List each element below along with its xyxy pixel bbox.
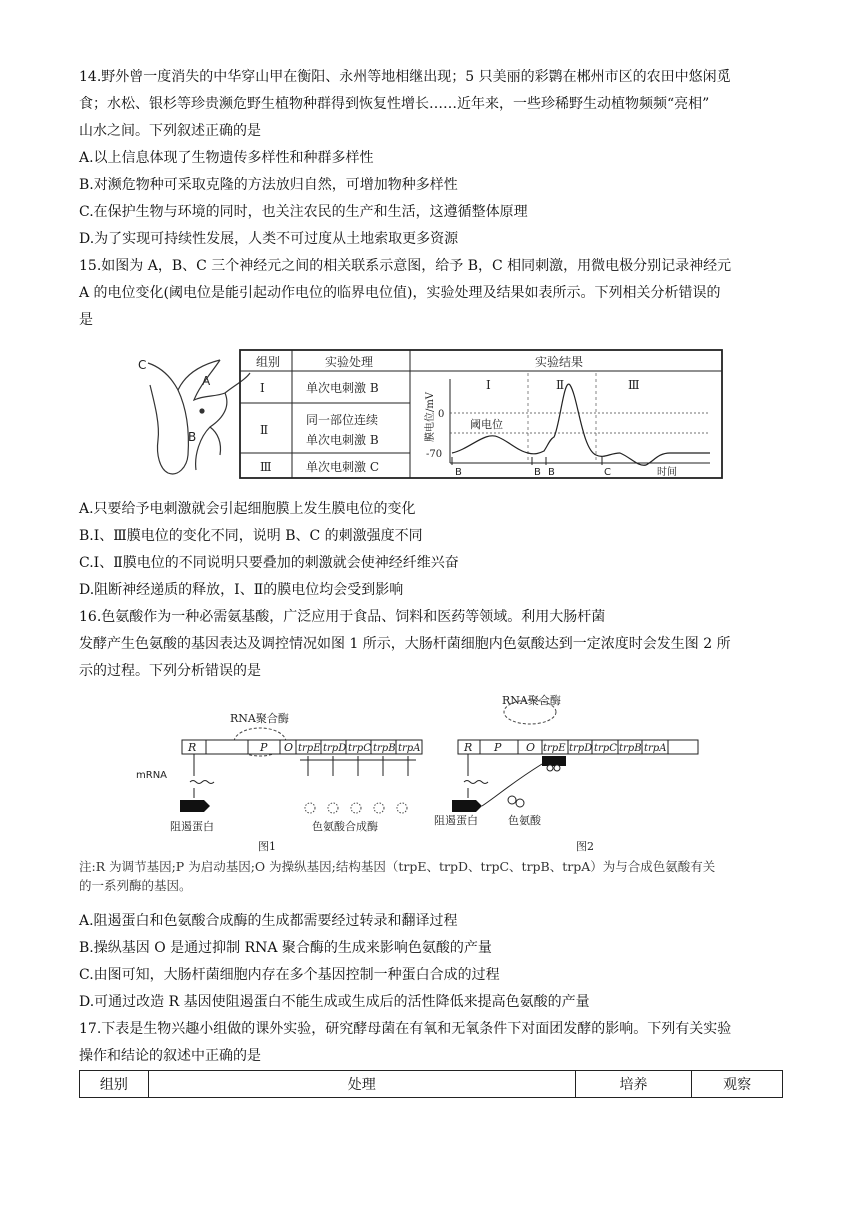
- question-17: [79, 1016, 783, 1070]
- q15-stem-line: A 的电位变化(阈电位是能引起动作电位的临界电位值)，实验处理及结果如表所示。下列相关分析错误的: [79, 285, 721, 301]
- stim-arrows: [452, 457, 602, 465]
- fig1-gene-trpd: trpD: [323, 743, 347, 754]
- q15-row-treatment: 单次电刺激 C: [306, 460, 379, 474]
- question-15-options: [79, 496, 783, 604]
- q15-option-d: D.阻断神经递质的释放，I、Ⅱ的膜电位均会受到影响: [79, 582, 404, 598]
- fig2-gene-o: O: [526, 741, 536, 754]
- fig2-operon: [452, 700, 698, 812]
- q14-stem-line: 食；水松、银杉等珍贵濒危野生植物种群得到恢复性增长……近年来，一些珍稀野生动植物频频“亮相”: [79, 96, 710, 112]
- q15-header-treatment: 实验处理: [325, 355, 374, 369]
- q16-note-line: 注:R 为调节基因;P 为启动基因;O 为操纵基因;结构基因（trpE、trpD、trpC、trpB、trpA）为与合成色氨酸有关: [79, 859, 716, 874]
- graph-tick-0: 0: [438, 409, 445, 420]
- neuron-diagram: [148, 360, 250, 474]
- graph-phase-2: Ⅱ: [556, 378, 565, 392]
- q15-option-b: B.I、Ⅲ膜电位的变化不同，说明 B、C 的刺激强度不同: [79, 528, 423, 544]
- q16-option-b: B.操纵基因 O 是通过抑制 RNA 聚合酶的生成来影响色氨酸的产量: [79, 940, 492, 956]
- q14-stem-line: 山水之间。下列叙述正确的是: [79, 123, 261, 139]
- q14-stem-line: 14.野外曾一度消失的中华穿山甲在衡阳、永州等地相继出现；5 只美丽的彩鹮在郴州市区的农田中悠闲觅: [79, 69, 731, 85]
- q14-option-a: A.以上信息体现了生物遗传多样性和种群多样性: [79, 150, 374, 166]
- fig2-gene-trpc: trpC: [594, 743, 617, 754]
- q14-option-c: C.在保护生物与环境的同时，也关注农民的生产和生活，这遵循整体原理: [79, 204, 528, 220]
- q17-header-group: 组别: [80, 1071, 149, 1098]
- fig1-gene-o: O: [284, 741, 294, 754]
- q17-header-culture: 培养: [575, 1071, 692, 1098]
- graph-ylabel: 膜电位/mV: [425, 391, 436, 443]
- question-16: [79, 604, 783, 685]
- fig2-trp-label: 色氨酸: [508, 814, 541, 827]
- q17-stem-line: 操作和结论的叙述中正确的是: [79, 1048, 261, 1064]
- q16-figure-note: [79, 857, 783, 895]
- question-15: [79, 253, 783, 334]
- q15-header-group: 组别: [256, 355, 281, 369]
- graph-phase-3: Ⅲ: [628, 378, 640, 392]
- fig1-gene-trpc: trpC: [348, 743, 371, 754]
- graph-stim-b: B: [455, 467, 462, 478]
- graph-tick-minus70: -70: [426, 449, 443, 460]
- fig1-repressor-label: 阻遏蛋白: [170, 820, 214, 833]
- q17-table: [79, 1070, 783, 1098]
- fig1-gene-r: R: [188, 741, 197, 754]
- fig2-gene-trpb: trpB: [619, 743, 642, 754]
- fig2-repressor-label: 阻遏蛋白: [434, 814, 478, 827]
- neuron-label-c: C: [138, 358, 147, 372]
- q15-row-group: Ⅱ: [260, 423, 269, 437]
- neuron-label-b: B: [188, 430, 197, 444]
- fig2-rna-polymerase: RNA聚合酶: [502, 694, 561, 707]
- q17-header-observe: 观察: [692, 1071, 783, 1098]
- q17-stem-line: 17.下表是生物兴趣小组做的课外实验，研究酵母菌在有氧和无氧条件下对面团发酵的影响。下列有关实验: [79, 1021, 732, 1037]
- fig1-synthase-label: 色氨酸合成酶: [312, 820, 378, 833]
- q16-option-c: C.由图可知，大肠杆菌细胞内存在多个基因控制一种蛋白合成的过程: [79, 967, 500, 983]
- fig1-gene-trpa: trpA: [398, 743, 421, 754]
- q14-option-d: D.为了实现可持续性发展，人类不可过度从土地索取更多资源: [79, 231, 459, 247]
- fig1-mrna-label: mRNA: [136, 770, 168, 781]
- q15-row-treatment: 单次电刺激 B: [306, 433, 379, 447]
- fig1-operon: [180, 728, 422, 813]
- q16-figure: [130, 690, 730, 860]
- fig2-gene-trpd: trpD: [569, 743, 593, 754]
- q15-row-group: Ⅲ: [260, 460, 272, 474]
- q16-stem-line: 发酵产生色氨酸的基因表达及调控情况如图 1 所示，大肠杆菌细胞内色氨酸达到一定浓度时会发生图 2 所: [79, 636, 731, 652]
- fig2-gene-trpa: trpA: [644, 743, 667, 754]
- fig1-gene-trpe: trpE: [298, 743, 321, 754]
- q17-header-treatment: 处理: [148, 1071, 575, 1098]
- fig1-caption: 图1: [258, 840, 276, 853]
- q16-option-a: A.阻遏蛋白和色氨酸合成酶的生成都需要经过转录和翻译过程: [79, 913, 458, 929]
- graph-threshold-label: 阈电位: [470, 418, 503, 431]
- graph-phase-1: Ⅰ: [486, 378, 491, 392]
- q15-row-treatment: 同一部位连续: [306, 413, 379, 427]
- fig2-caption: 图2: [576, 840, 594, 853]
- fig2-gene-r: R: [464, 741, 473, 754]
- q15-option-c: C.I、Ⅱ膜电位的不同说明只要叠加的刺激就会使神经纤维兴奋: [79, 555, 459, 571]
- q15-row-treatment: 单次电刺激 B: [306, 381, 379, 395]
- table-row: [80, 1071, 783, 1098]
- fig1-gene-p: P: [260, 741, 268, 754]
- q15-row-group: Ⅰ: [260, 381, 265, 395]
- q15-figure: [130, 345, 730, 483]
- q15-stem-line: 15.如图为 A，B、C 三个神经元之间的相关联系示意图，给予 B，C 相同刺激，用微电极分别记录神经元: [79, 258, 732, 274]
- q15-stem-line: 是: [79, 312, 93, 328]
- fig1-rna-polymerase: RNA聚合酶: [230, 712, 289, 725]
- question-16-options: [79, 908, 783, 1016]
- q16-note-line: 的一系列酶的基因。: [79, 878, 192, 893]
- graph-stim-c: C: [604, 467, 611, 478]
- fig2-gene-p: P: [494, 741, 502, 754]
- question-14: [79, 64, 783, 253]
- q15-header-result: 实验结果: [535, 355, 584, 369]
- graph-stim-b: B: [548, 467, 555, 478]
- graph-xlabel: 时间: [657, 467, 677, 478]
- q16-stem-line: 示的过程。下列分析错误的是: [79, 663, 261, 679]
- q16-option-d: D.可通过改造 R 基因使阻遏蛋白不能生成或生成后的活性降低来提高色氨酸的产量: [79, 994, 590, 1010]
- fig2-gene-trpe: trpE: [543, 743, 566, 754]
- graph-stim-b: B: [534, 467, 541, 478]
- neuron-label-a: A: [202, 374, 211, 388]
- q16-stem-line: 16.色氨酸作为一种必需氨基酸，广泛应用于食品、饲料和医药等领域。利用大肠杆菌: [79, 609, 606, 625]
- fig1-gene-trpb: trpB: [373, 743, 396, 754]
- q14-option-b: B.对濒危物种可采取克隆的方法放归自然，可增加物种多样性: [79, 177, 458, 193]
- q15-option-a: A.只要给予电刺激就会引起细胞膜上发生膜电位的变化: [79, 501, 416, 517]
